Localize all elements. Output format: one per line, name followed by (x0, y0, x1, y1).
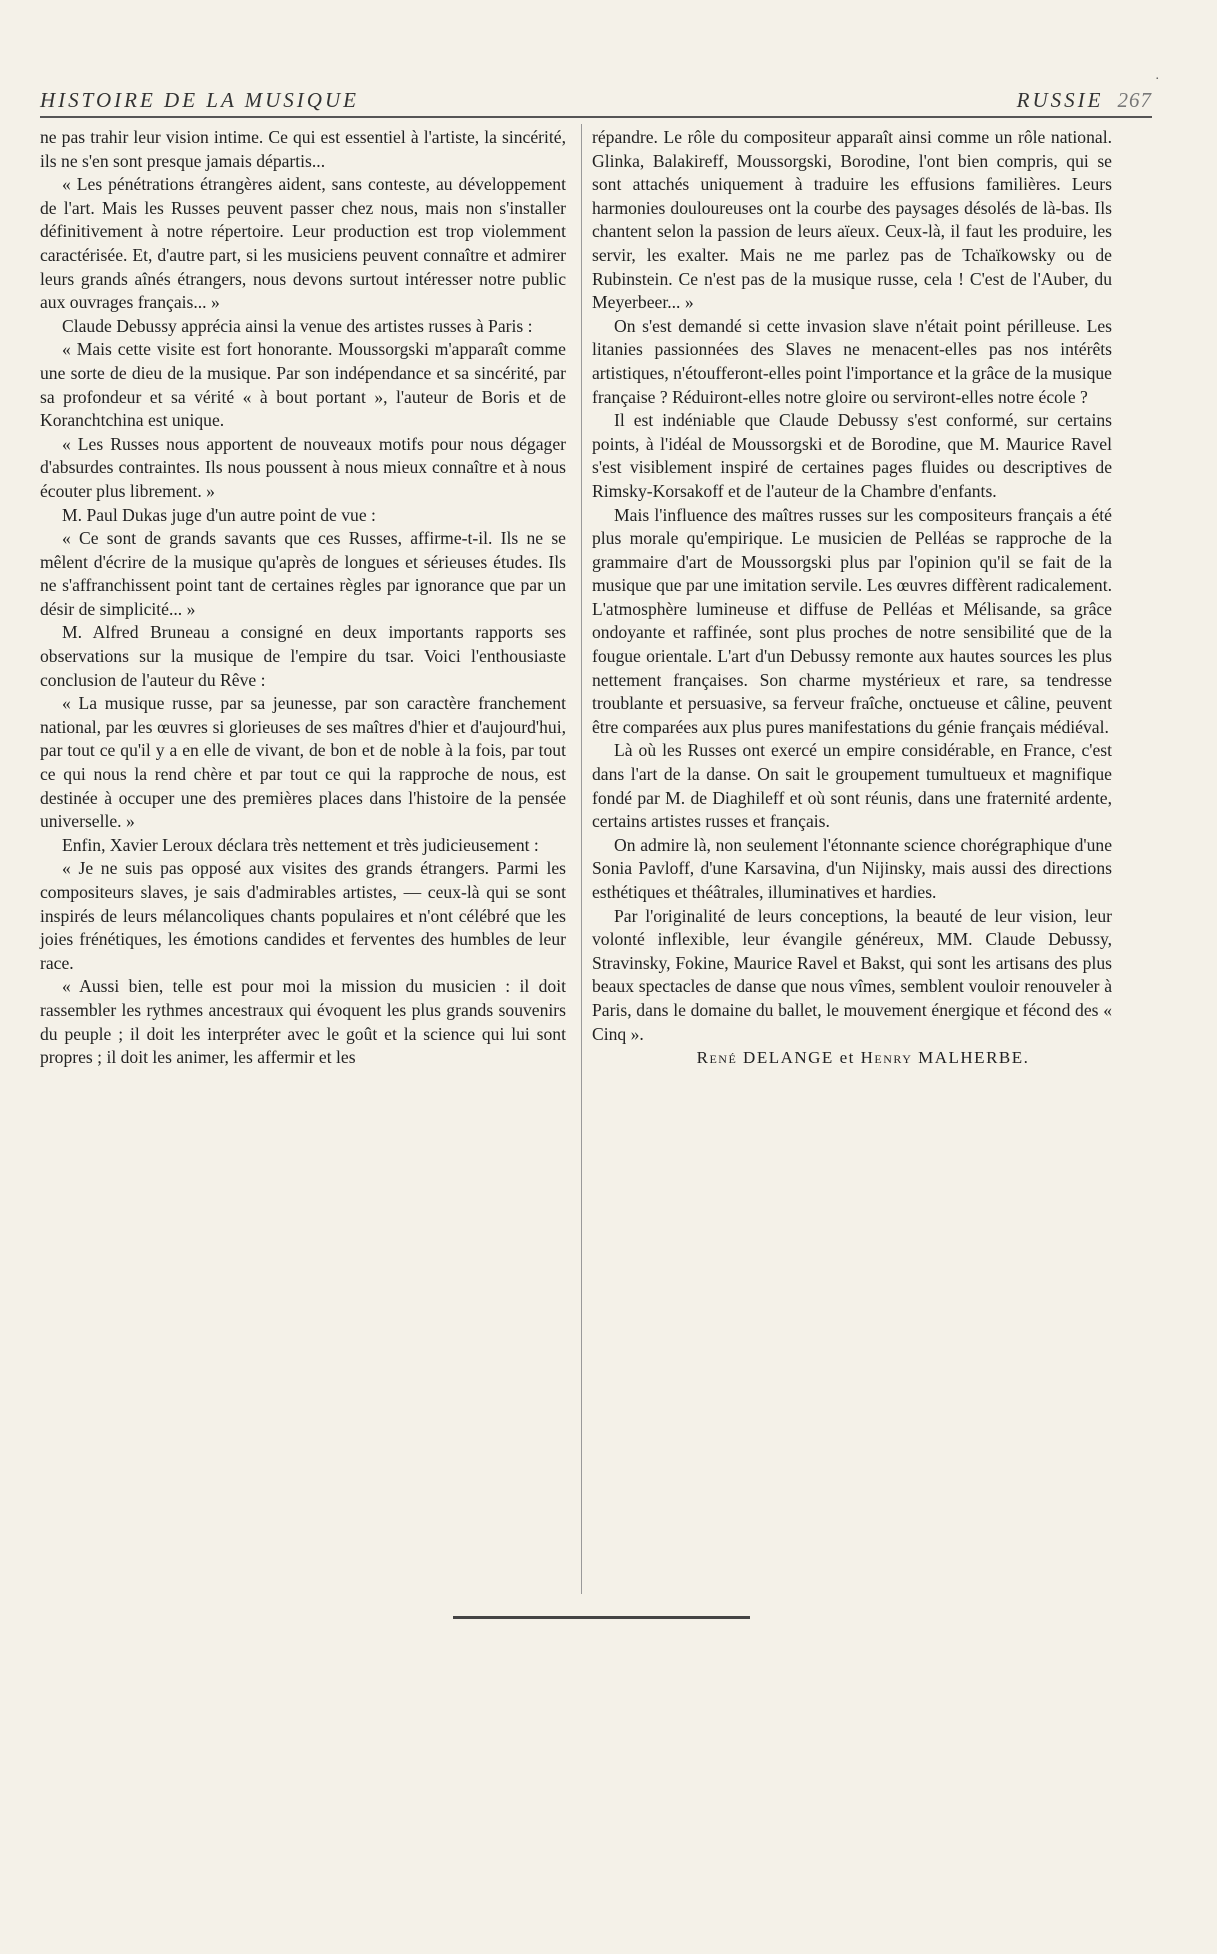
paragraph: « La musique russe, par sa jeunesse, par son caractère franchement national, par les œuvres si glorieuses de ses maîtres d'hier et d'aujourd'hui, par tout ce qu'il y a en elle de vivant, de bon et de noble à la fois, par tout ce qui nous la rend chère et par tout ce qui la rapproche de nous, est destinée à occuper une des premières places dans l'histoire de la pensée universelle. » (40, 693, 566, 832)
running-header (40, 88, 1152, 116)
paragraph: Là où les Russes ont exercé un empire considérable, en France, c'est dans l'art de la danse. On sait le groupement tumultueux et magnifique fondé par M. de Diaghileff et où sont réunis, dans une fraternité ardente, certains artistes russes et français. (592, 740, 1112, 832)
running-section-and-page (1017, 88, 1152, 113)
paragraph: On s'est demandé si cette invasion slave n'était point périlleuse. Les litanies passionnées des Slaves ne menacent-elles pas nos intérêts artistiques, n'étoufferont-elles point l'importance et la grâce de la musique française ? Réduiront-elles notre gloire ou serviront-elles notre école ? (592, 315, 1112, 407)
author-conjunction: et (839, 1048, 855, 1068)
paragraph: ne pas trahir leur vision intime. Ce qui est essentiel à l'artiste, la sincérité, ils ne s'en sont presque jamais départis... (40, 127, 566, 171)
paragraph: « Les Russes nous apportent de nouveaux motifs pour nous dégager d'absurdes contraintes. Ils nous poussent à nous mieux connaître et à nous écouter plus librement. » (40, 433, 566, 501)
author-1: René DELANGE (696, 1048, 834, 1068)
running-title: HISTOIRE DE LA MUSIQUE (40, 88, 359, 112)
paragraph: M. Alfred Bruneau a consigné en deux importants rapports ses observations sur la musique de l'empire du tsar. Voici l'enthousiaste conclusion de l'auteur du Rêve : (40, 622, 566, 690)
paragraph: « Ce sont de grands savants que ces Russes, affirme-t-il. Ils ne se mêlent d'écrire de la musique qu'après de longues et sérieuses études. Ils ne s'affranchissent point tant de certaines règles par ignorance que par un désir de simplicité... » (40, 528, 566, 619)
corner-mark: . (1155, 68, 1159, 83)
section-name: RUSSIE (1016, 88, 1104, 112)
left-column (40, 126, 566, 1070)
right-column (592, 126, 1112, 1070)
page-number: 267 (1117, 88, 1152, 112)
paragraph: Par l'originalité de leurs conceptions, la beauté de leur vision, leur volonté inflexible, leur évangile généreux, MM. Claude Debussy, Stravinsky, Fokine, Maurice Ravel et Bakst, qui sont les artisans des plus beaux spectacles de danse que nous vîmes, semblent vouloir renouveler à Paris, dans le domaine du ballet, le mouvement énergique et fécond des « Cinq ». (592, 905, 1112, 1044)
paragraph: Enfin, Xavier Leroux déclara très nettement et très judicieusement : (62, 834, 539, 855)
paragraph: Il est indéniable que Claude Debussy s'est conformé, sur certains points, à l'idéal de Moussorgski et de Borodine, que M. Maurice Ravel s'est visiblement inspiré de certaines pages fluides ou descriptives de Rimsky-Korsakoff et de l'auteur de la Chambre d'enfants. (592, 410, 1112, 501)
paragraph: « Mais cette visite est fort honorante. Moussorgski m'apparaît comme une sorte de dieu de la musique. Par son indépendance et sa sincérité, par sa profondeur et sa vérité « à bout portant », l'auteur de Boris et de Koranchtchina est unique. (40, 339, 566, 431)
header-rule (40, 116, 1152, 118)
paragraph: « Aussi bien, telle est pour moi la mission du musicien : il doit rassembler les rythmes ancestraux qui évoquent les plus grands souvenirs du peuple ; il doit les interpréter avec le goût et la science qui lui sont propres ; il doit les animer, les affermir et les (40, 976, 566, 1068)
paragraph: M. Paul Dukas juge d'un autre point de vue : (62, 504, 376, 525)
paragraph: On admire là, non seulement l'étonnante science chorégraphique d'une Sonia Pavloff, d'une Karsavina, d'un Nijinsky, mais aussi des directions esthétiques et théâtrales, illuminatives et hardies. (592, 834, 1112, 902)
end-rule (453, 1616, 750, 1619)
author-2: Henry MALHERBE. (860, 1048, 1030, 1068)
paragraph: Mais l'influence des maîtres russes sur les compositeurs français a été plus morale qu'empirique. Le musicien de Pelléas se rapproche de la grammaire d'art de Moussorgski plus par l'opinion qu'il se fait de la musique que par une imitation servile. Les œuvres diffèrent radicalement. L'atmosphère lumineuse et diffuse de Pelléas et Mélisande, sa grâce ondoyante et raffinée, sont plus proches de notre sensibilité que de la fougue orientale. L'art d'un Debussy remonte aux hautes sources les plus nettement françaises. Son charme mystérieux et rare, sa tendresse troublante et persuasive, sa ferveur fraîche, onctueuse et câline, peuvent être comparées aux plus pures manifestations du génie français médiéval. (592, 504, 1112, 737)
paragraph: « Les pénétrations étrangères aident, sans conteste, au développement de l'art. Mais les Russes peuvent passer chez nous, mais non s'installer définitivement à notre répertoire. Leur production est trop violemment caractérisée. Et, d'autre part, si les musiciens peuvent connaître et admirer leurs grands aînés étrangers, nous devons surtout intéresser notre public aux ouvrages français... » (40, 174, 566, 313)
right-column-paragraphs (592, 126, 1112, 1046)
signature (592, 1046, 1112, 1070)
paragraph: répandre. Le rôle du compositeur apparaît ainsi comme un rôle national. Glinka, Balakireff, Moussorgski, Borodine, l'ont bien compris, qui se sont attachés uniquement à traduire les effusions familières. Leurs harmonies douloureuses ont la courbe des paysages désolés de là-bas. Ils chantent selon la passion de leurs aïeux. Ceux-là, il faut les produire, les servir, les exalter. Mais ne me parlez pas de Tchaïkowsky ou de Rubinstein. Ce n'est pas de la musique russe, cela ! C'est de l'Auber, du Meyerbeer... » (592, 127, 1112, 313)
paragraph: Claude Debussy apprécia ainsi la venue des artistes russes à Paris : (62, 315, 533, 336)
paragraph: « Je ne suis pas opposé aux visites des grands étrangers. Parmi les compositeurs slaves, je sais d'admirables artistes, — ceux-là qui se sont inspirés de leurs mélancoliques chants populaires et n'ont célébré que les joies frénétiques, les émotions candides et ferventes des humbles de leur race. (40, 858, 566, 973)
column-rule (581, 124, 582, 1594)
